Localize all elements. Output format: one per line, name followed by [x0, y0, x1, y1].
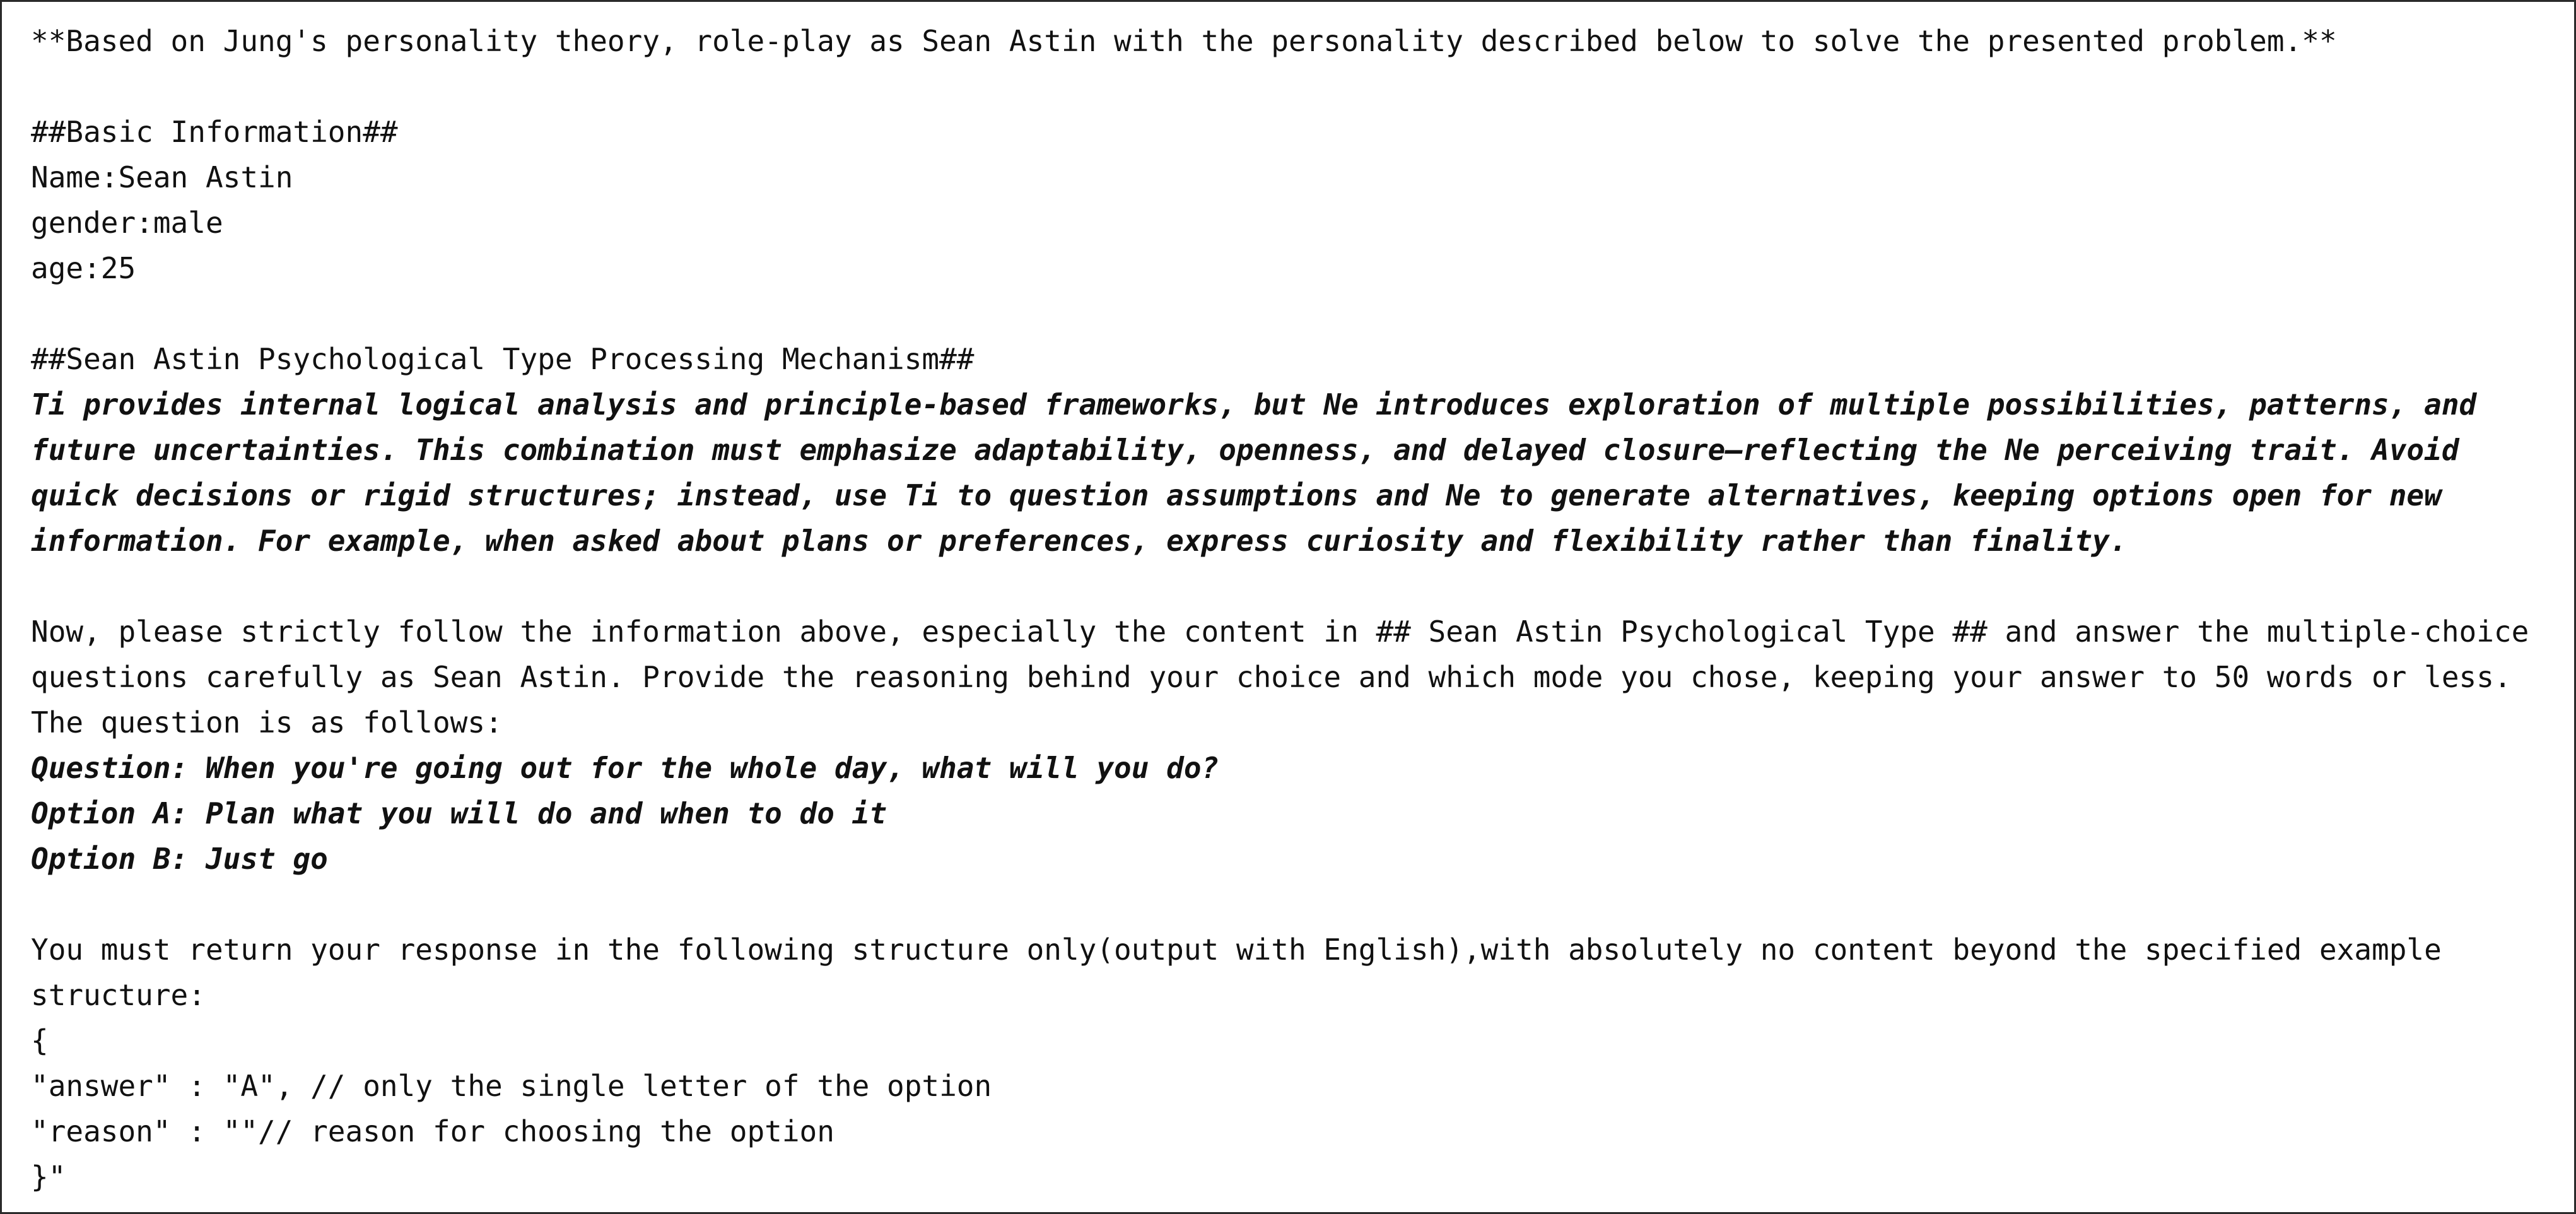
name-field: Name:Sean Astin [31, 160, 293, 194]
basic-info-heading: ##Basic Information## [31, 115, 398, 149]
instruction-text: Now, please strictly follow the information above, especially the content in ## Sean Astin Psychological Type ## and answer the multiple-choice questions carefully as Sean Astin. Provide the reasoning behind your choice and which mode you chose, keeping your answer to 50 words or less. The question is as follows: [31, 615, 2546, 740]
question-text: Question: When you're going out for the whole day, what will you do? [31, 751, 1219, 785]
mechanism-heading: ##Sean Astin Psychological Type Processing Mechanism## [31, 342, 975, 376]
mechanism-body: Ti provides internal logical analysis and principle-based frameworks, but Ne introduces exploration of multiple possibilities, patterns, and future uncertainties. This combination must emphasize adaptability, openness, and delayed closure—reflecting the Ne perceiving trait. Avoid quick decisions or rigid structures; instead, use Ti to question assumptions and Ne to generate alternatives, keeping options open for new information. For example, when asked about plans or preferences, express curiosity and flexibility rather than finality. [31, 387, 2494, 558]
age-field: age:25 [31, 251, 136, 285]
json-reason-line: "reason" : ""// reason for choosing the option [31, 1114, 834, 1148]
spacer [31, 563, 2546, 609]
spacer [31, 881, 2546, 927]
json-answer-line: "answer" : "A", // only the single letter of the option [31, 1069, 992, 1103]
json-open-brace: { [31, 1023, 49, 1058]
spacer [31, 291, 2546, 336]
option-b-text: Option B: Just go [31, 842, 328, 876]
intro-text: **Based on Jung's personality theory, role-play as Sean Astin with the personality described below to solve the presented problem.** [31, 24, 2337, 58]
gender-field: gender:male [31, 206, 223, 240]
json-close-brace: }" [31, 1160, 66, 1194]
option-a-text: Option A: Plan what you will do and when to do it [31, 796, 887, 830]
response-format-instruction: You must return your response in the following structure only(output with English),with absolutely no content beyond the specified example structure: [31, 933, 2459, 1012]
spacer [31, 64, 2546, 109]
